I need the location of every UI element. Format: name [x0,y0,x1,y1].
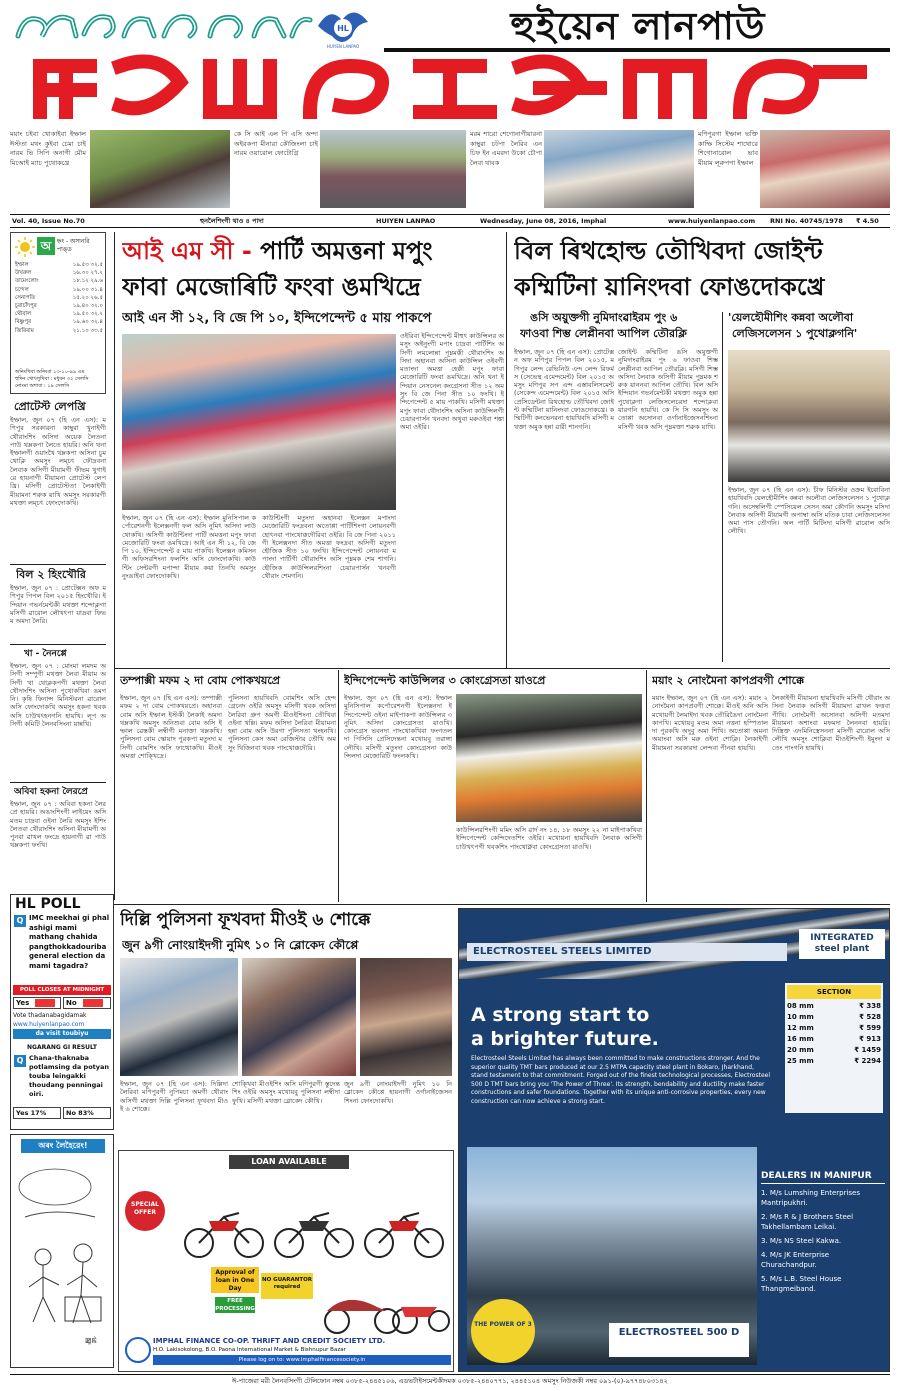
dealer-item: 2. M/s R & J Brothers Steel Takhellambam Leikai. [761,1213,854,1231]
main-title-logo [20,52,880,124]
abhiba-body: ইম্ফাল, জুন ০৭ : অবিবা হকনা লৈরপ্রে হায়রি। অঙাংশিংগী লাইয়েং অসি মতম চাদ্রবা ওইনা লৈরি অমসুং ইশিং লৈতবা থৌরাংশিং অসিনা মীয়ামগী অপুনবা ৱাখল ফংদ্রে হায়নাগী ৱা পাউ থম্লকপা ফংখি। [10,800,106,850]
weather-notes: অনিংখিবা অনিংবা ১৩-১০-৯৯ এম হুদিন খোৎলুখিবা : মধুবন ৩২ সেলসি নোংমা অশাবা : ১৯ সেলসি [15,369,89,389]
delhi-body-1: ইম্ফাল, জুন ০৭ (হি এন এস): দিল্লিদা লৈরিবা মণিপুরগী নুপিমচা অমগী থৌরাং অসিগী মথক্তা দিল্লি পুলিসনা ফূখবদা মীওই ৬ শোক্কে। [120,1080,228,1113]
loan-banner: LOAN AVAILABLE [229,1155,349,1169]
poll-result-no: No 83% [63,1107,111,1119]
bill-side-headline-1: 'য়েলহৌমীশিং কন্নবা অলৌবা [728,311,854,324]
steel-tagline-2: a brighter future. [471,1028,659,1050]
delhi-photo-van [120,958,238,1076]
finance-address: H.O. Lakisokolong, B.O. Paona International Market & Bishnupur Bazar [153,1347,346,1353]
delhi-photo-victim [242,958,356,1076]
price-row: 08 mm ₹ 338 [787,1002,881,1010]
website: www.huiyenlanpao.com [668,217,756,225]
top-strip-text-4: মণিপুরগা ইম্ফাল ভক্তি কাম্ফি সিস্টেম শাথোরে শিগোনারোল ভাব মীয়াম লূরুপগা ইম্ফাল [698,130,758,167]
divider [506,232,507,668]
weather-row: সেনাপতি ১৫.২০ ২৬.৫ [15,294,103,301]
weather-box [10,232,106,394]
divider [10,644,106,645]
poll-yes-option[interactable]: Yes [13,997,61,1009]
bill-subhead-1: ঙসি অয়ুক্তগী নুমিদাংৱাইরম পুং ৬ [530,311,678,324]
bill-body-col2: জোইন্ট কম্মিটিনা ঙসি অয়ুক্তগী নুমিদাংৱাইরম পুং ৬ ফাওবা শিম্ভ লেপ্লীনবা আপিল তৌরক্লি। মসিগী শিম্ভ অসিদা লৈবাক অসিগী মীয়াম পুম্নমক শরুক য়াননবা আপিল তৌখি। বিল অসি ইন্দিয়ান গভর্নমেন্টকী মথক্তা অমুক হন্না পুথোক্লগা লেজিসলেচরদা শন্দোক্লবা য়ারগনি হায়খি। কে সি সি অমসুং অতোপ্পা অসোনবা ওর্গানাইজেসনশিংনা মসিগী থবক অসি পূম্নমক্তা শরুক য়াখি। [618,348,718,431]
top-strip-photo-4 [760,130,890,208]
svg-text:ꯀꯨꯃꯥ: ꯀꯨꯃꯥ [85,1337,97,1345]
poll-q-badge: Q [14,915,26,927]
protest-body: ইম্ফাল, জুন ০৭ (হি এন এস): মণিপুর সরকারনা কাম্বুরা খুনাইগী থৌরাংশিং অসিদা অয়েক লৈতনা পাউ থম্লকপা লৈতে হায়রি। অনি থনা ইম্ফালগী ওয়াংখৈ থম্লকপা অসিনা চুমথোক্লি অমসুং লম্চৎ ফৌদ্রবনা লৈবাক অসিগী মীয়ামগী ফীভম থুগাইরে হায়নাগী মীয়ামনা প্রোটেস্ট লেপখ্রি। মসিগী প্রোটেস্টতা লৈকাইগী মীয়ামনা শরুক য়াখি অমসুং সরকারগী মথক্তা লম্চৎ ফোংদোকখি। [10,416,106,507]
bengali-title: হুইয়েন লানপাউ [510,4,766,48]
top-strip-photo-1 [90,130,230,208]
blast-body-1: ইম্ফাল, জুন ০৭ (হি এন এস): তম্পাক্সী মফম ২ দা বোম পোকখয়প্রে। অহানবা বোম অসি ইম্ফাল ইস্টকী লৈকাই অমদা থম্লকখি অমসুং অনিশুবা বোম অসি ইম্ফাল ৱেস্তকী লম্বীগী মনাক্তা থম্লকখি। পুলিসনা বোম স্কোয়াদ পুরকপা মতুংদা মসিগী বোমশিং অসি ফাত্থোকখি। মীওই অমত্তা শোক্খিদ্রে। [120,694,222,761]
hl-poll [10,894,114,1130]
power-of-three-badge: THE POWER OF 3 [471,1299,535,1363]
poll-question: IMC meekhai gi phal ashigi mami mathang chahida pangthokkadouriba general election da mami tagadra? [29,914,110,970]
issue-date: Wednesday, June 08, 2016, Imphal [480,217,607,225]
price-row: 10 mm ₹ 528 [787,1013,881,1021]
lead-body-col1: ওইরিবা ইন্দিপেন্দেন্ট মীহুৎ কাউন্সিলর অমসুং অইনুংগী মপাং চাদ্রবা পার্টিশিং অসিগী লমলোন্না পূম্নমক্কী থৌরাংশিং অসিদা অহানবা অসিনা কাউন্সিল ওইবগী মতাংদা অমত্তা হেক্কী মপুং ফাবা মেজোরিটি ফংবা ঙমখিদ্রে। অনি থনা ইন্দিয়ান নেসনেল কংগ্রেসনা সীত ১২ অমসুং বি জে পিনা সীত ১০ ফংখি। ইন্দিপেন্দেন্ট ৫ মায় পাকখি। মসিগী মথক্তা মপুং ফাবা থৌদাংশিং অসিনা কাউন্সিলগী চেয়ারপার্সন খনবদা অথুবা মরুওইবা শঙ্কা অমা ওইরি। [400,332,504,432]
middle-row [118,670,890,904]
mayang-body-2: লৈকাইগী মীয়ামনা হায়খিবদি মসিগী থৌরাং অসিনা লৈবাক অসিগী মীয়ামদা ৱাখল ফত্তবা পীখি। নোংমৈগী অসোনবা অসিগী মতমদা মীয়ামনা অশাংবা মফমদা লৈননবা হায়রি। দিস্ত্রিক্ত এদমিনিস্ত্রেসননা মসিগী ৱারোল অসি লৌখি অমসুং শোক্লিবা মীওইশিংগী ইমুংদা মতেং পাংগনি হায়খি। [772,694,890,752]
cartoon-box [10,1134,114,1368]
divider [646,670,647,902]
poll-no-option[interactable]: No [63,997,111,1009]
poll-q2-badge: Q [14,1055,26,1067]
weather-row: থৌবাল ১৯.৫০ ৩২.২ [15,311,103,318]
dealers-box [761,1169,885,1365]
lead-headline-2: ফাবা মেজোৰিটি ফংবা ঙমখিদ্রে [122,273,421,301]
cartoon-title: অৰং লৈহৈরেং! [21,1139,105,1153]
weather-row: জিরিবাম ২১.১০ ৩৩.৫ [15,327,103,334]
top-strip-photo-2 [320,130,466,208]
bill-headline-2: কম্মিটিনা য়ানিংদবা ফোঙদোকখ্রে [514,273,825,301]
blast-body-2: পুলিসনা হায়খিবদি বোমশিং অসি হেন্দ গ্রেনেদ ওইরি অমসুং মসিগী থবক অসিদা লৈরিবা গ্রুপ অমগী মীওইশিংনা তৌখিবা ওইনা খল্লি। মফম অসিদা লৈরিবা মীয়ামনা হন্না বোম অসি উরগা পুলিসতা খংহনখি। পুলিসনা কেস অমা রেজিস্টার তৌখি অমসুং থিজিনবা থবক পাংথোক্কদৌরি। [228,694,336,752]
weather-sun-icon [15,237,35,257]
finance-ad[interactable] [118,1150,454,1372]
top-strip-photo-3 [544,130,694,208]
divider [114,904,890,905]
product-badge: ELECTROSTEEL 500 D [609,1323,749,1357]
price-row: 20 mm ₹ 1459 [787,1046,881,1054]
price-table [785,983,883,1113]
lead-body-col3: কাউন্টিংগী মতুংদা অহানবা ইলেক্সন মপাংদা মেজোরিটি ফংদ্রবনা অতোপ্পা পার্টিশিংগা লোয়নবগী হোৎনবা পাংথোক্কদৌরিবা ওইরি। বি জে পিনা ২০১১ গী ইলেক্সনদা সীত অমত্তা ফংদ্রবা অসিগী মতুংদা হৌজিক সীত ১০ ফংখি। ইন্দিপেন্দেন্ট লোয়নবা মপাংদা পার্টিগী থৌরাংশিং অসি পূম্নমক শেম শাগনি। হৌজিক কাউন্সিলরশিংনা চেয়ারপার্সন খনবগী থৌরাং শেমগনি। [262,514,396,581]
poll-q2-text: Chana-thaknaba potlamsing da potyan touba leingakki thoudang penningai oiri. [29,1054,110,1098]
councillor-photo [456,694,642,822]
info-bar [10,214,890,228]
poll-visit-text: da visit toubiyu [13,1029,111,1039]
electrosteel-brand: ELECTROSTEEL STEELS LIMITED [467,943,787,961]
weather-row: বিষ্ণুপুর ১৯.৬০ ৩২.৪ [15,319,103,326]
price-table-rows [787,1001,881,1067]
delhi-headline-2: জুন ৯গী নোংয়াইদগী নুমিৎ ১০ নি ব্লোকেদ কৌপ্পে [122,938,359,952]
left-column-stories [10,398,106,892]
delhi-body-2: শোক্খিবা মীওইশিং অসি মণিপুরগী স্তুদেন্তশিং ওইরি অমসুং মখোয়বু পুলিসনা লম্বীদা ফুখি। মসিগী মথক্তা ব্লোকেদ কৌখি। [232,1080,340,1105]
bird-logo-icon [312,2,374,52]
delhi-headline-1: দিল্লি পুলিসনা ফূখবদা মীওই ৬ শোক্কে [120,910,371,930]
dealer-item: 4. M/s JK Enterprise Churachandpur. [761,1251,830,1269]
divider [10,782,106,783]
poll-closes: POLL CLOSES AT MIDNIGHT [13,985,111,995]
delhi-story [118,906,454,1146]
footer: ঈ-পাজেরা মরী লৈনবসিংগী টেলিফোন নম্বৰ ০৩৮৫-২৪৪৫১০৬, এডভর্টাইসমেন্টকীদমক ০৩৮৫-২৪৪০৭৭১, ২৪৪৫১০৪ অমসুং নিউজকী নম্বর ০৯১-(০)-৯৭৭৪৮০৩১৪২ [10,1374,890,1388]
blast-headline: তম্পাক্সী মফম ২ দা বোম পোকখয়প্রে [120,674,280,687]
top-strip-text-2: কে সি আই এল পি এসি অন্দা অইরকপা মীনারা কৌজিংলা চাইনারম ওয়ারোল ফোটোগ্রি [234,130,318,157]
price: ₹ 4.50 [856,217,879,225]
protest-headline: প্রোটেস্ট লেপখ্রি [14,400,86,413]
weather-row: ইম্ফাল ১৯.৫৩ ৩২.৫ [15,262,103,268]
bill2-headline: বিল ২ হিংখৌরি [16,568,86,581]
weather-table [15,261,103,335]
paper-name: HUIYEN LANPAO [376,217,436,225]
price-row: 16 mm ₹ 913 [787,1035,881,1043]
divider [114,232,115,900]
poll-vote-text: Vote thadanabagidamak [13,1012,87,1019]
top-strip-text-3: মরম শারো শেগোনাগীয়ারনা কাম্বুরা চটপা লৈরিব এন চিফ ইন এমরদা উকো চৌপা লৈবা থাবক [470,130,542,167]
kha-body: ইম্ফাল, জুন ০৭ : মোংমা লমদম অসিগী সম্পুগী মথক্তা লৈবা মীয়াম অসিগী খা থোক্লকপগী মথক্তা লৈবা থৌদাংশিং অসিনা পুথোকখিবা ঙমগনি। কৃষি ফিনান্স মিনিস্টরনা ৱারোল অসি ফোংদোকখি অমসুং হকনা থবক অসি চাউখৎহনগনি হায়খি। লূপ অসিগী কমিটি লৈনবসিংনা য়ান্নখি। [10,662,106,729]
divider [10,564,106,565]
bill-body-col1: ইম্ফাল, জুন ০৭ (হি এন এস): প্রোটেক্সন অফ মণিপুর পিপল বিল ২০১৫, মণিপুর লেন্দ রেভিনিউ এন্দ লেন্দ রিফর্মস (সেভেন্থ এমেন্দমেন্ট) বিল ২০১৫ অমসুং মণিপুর সপ এন্দ এস্তাবলিসমেন্ট (সেকেন্দ এমেন্দমেন্ট) বিল ২০১৫ অসি প্রেসিডেন্টনা রিথহোল্ড তৌখিবদা জোইন্ট কম্মিটিনা য়ানিংদবা ফোঙদোকখ্রে। কম্মিটিগী কনভেনরনা হায়খিবদি মসিগী মথক্তা অমুক হন্না ৱারী শানগনি। [514,348,614,431]
weather-row: চুরাচাঁদপুর ১৯.৪০ ৩২.০ [15,303,103,310]
top-strip [10,126,890,211]
delhi-photo-injured [360,958,452,1076]
masthead [0,0,900,125]
abhiba-headline: অবিবা হকনা লৈরপ্রে [14,787,88,797]
bill-headline-1: বিল ৰিথহোল্ড তৌখিবদা জোইন্ট [514,237,823,265]
free-processing-badge: FREE PROCESSING [215,1298,255,1312]
one-day-badge: Approval of loan in One Day [211,1267,259,1293]
weather-row: উখরুল ১৬.৩০ ২৭.২ [15,270,103,277]
poll-result-yes: Yes 17% [13,1107,61,1119]
integrated-badge: INTEGRATED steel plant [799,929,885,959]
price-row: 25 mm ₹ 2294 [787,1057,881,1065]
society-logo-icon [125,1337,151,1363]
rni-number: RNI No. 40745/1978 [770,217,843,225]
bill2-body: ইম্ফাল, জুন ০৭ : প্রোটেক্সন অফ মণিপুর পিপল বিল ২০১৫ হিংখৌরি। ইন্দিয়ান গভর্নমেন্টকী মথক্তা শন্দোক্লগা মসিগী ৱারোল লৌখৎপা য়াদ্রবা ফিভম অমদা লৈরি। [10,584,106,626]
svg-text:HL: HL [337,24,349,33]
special-offer-badge: SPECIAL OFFER [125,1191,165,1231]
scooter-illustration [317,1277,451,1337]
steel-tagline-1: A strong start to [471,1004,650,1026]
poll-result-title: NGARANG GI RESULT [27,1044,97,1051]
councillor-body-2: কাউন্সিলরশিংগী মমিং অসি ৱার্দ নং ১৪, ১৮ অমসুং ২২ না মাইপাকখিবা ইন্দিপেন্দেন্ট কেন্দিদেতশিং ওইরি। মখোয়না হায়খিবদি লৈবাক অসিগী চাউখৎপগী থবকশিং পাংথোক্নবা কোংগ্রেসতা য়াওখি। [456,826,642,851]
weather-badge: অ [37,237,55,255]
mayang-headline: ময়াং ২ নোংমৈনা কাপপ্রবগী শোক্কে [652,674,805,687]
poll-title: HL POLL [11,895,113,913]
councillor-body: ইম্ফাল, জুন ০৭ (হি এন এস): ইম্ফাল মুনিসিপাল কর্পোরেশনগী ইলেক্সনদা ইন্দিপেন্দেন্ট ওইনা মাইপাকপা কাউন্সিলর ৩ নুমিৎ অসিদা কোংগ্রেসতা য়াওখি। কোংগ্রেস ভবনদা পাংথোকখিবা ফংগতলদা পিসিসি প্রেসিদেন্তনা মখোয়বু তরাঙ্গা লৌখি। মসিগী মতুংদা কোংগ্রেসনা কাউন্সিলদা মেজোরিটি ফংলকখি। [344,694,452,761]
dealers-title: DEALERS IN MANIPUR [761,1169,885,1184]
bird-logo-label: HUIYEN LANPAO [326,44,360,49]
kha-headline: খা - নৈনপ্পে [24,649,67,659]
weather-row: তামেংলোং ১৮.১২ ২৯.৬ [15,278,103,285]
cartoon-drawing [15,1157,111,1357]
lead-body-col2: ইম্ফাল, জুন ০৭ (হি এন এস): ইম্ফাল মুনিসিপাল কর্পোরেশনগী ইলেক্সনগী ফল অসি নুমিৎ অসিদা লাউথোকখি। অসিগী কাউন্টিংদা পার্টি অমত্তনা মপুং ফাবা মেজোরিটি ফংবা ঙমখিদ্রে। আই এন সী ১২, বি জে পি ১০, ইন্দিপেন্দেন্ট ৫ মায় পাকখি। ইলেক্সন কমিসনগী অফিসরশিংনা ফলশিং অসি ফোংদোকখি। কাউন্টিং সেন্টরগী মপান্দা মীয়াম কয়া তিনখি অমসুং নুংঙাইবা ফোংদোকখি। [122,514,256,581]
bill-side-headline-2: লেজিসলেসন ১ পুথোক্লগনি' [732,327,858,340]
divider [338,670,339,902]
lead-photo-celebration [122,334,396,510]
dealer-item: 5. M/s L.B. Steel House Thangmeiband. [761,1275,842,1293]
dealer-item: 1. M/s Lumshing Enterprises Mantripukhri. [761,1189,860,1207]
divider [722,312,723,662]
dealer-item: 3. M/s NS Steel Kakwa. [761,1237,842,1245]
price-table-head: SECTION [787,985,881,999]
finance-company: IMPHAL FINANCE CO-OP. THRIFT AND CREDIT SOCIETY LTD. [153,1337,386,1345]
weather-title: হ্নং - অসানরি পাঙ্ড [57,238,90,253]
brand-script-logo [14,6,314,46]
councillor-headline: ইন্দিপেন্দেন্ট কাউন্সিলর ৩ কোংগ্রেসতা য়াওপ্রে [344,674,546,687]
bill-body-col3: ইম্ফাল, জুন ০৭ (হি এন এস): চীফ মিনিস্টর ওক্রম ইবোবিনা হায়খিবদি য়েলহৌমীশিং কন্নবা অলৌবা লেজিসলেসন ১ পুথোক্লগনি। অসেম্বলিগী স্পেসিয়েল সেসন অমা কৌগনি অমসুং মসিদা লৈবাক অসিগী মীয়ামগী অপাম্বা অসি মতিক চাবা লেজিসলেসন অমা পাস তৌগনি। অল পার্টি মিটিংদা মসিগী ৱারোল অসি লৌখি। [728,486,890,536]
guarantor-badge: NO GUARANTOR required [261,1273,313,1299]
lead-subheadline: আই এন সী ১২, বি জে পি ১০, ইন্দিপেন্দেন্ট ৫ মায় পাকপে [122,311,432,326]
pages-info: হুনলৈশিংগী থাও ৪ পাদা [200,217,264,225]
bill-story [510,232,890,668]
divider [114,668,890,669]
lead-story [118,232,504,668]
top-strip-text-1: ময়াং চইবা খোকাইবা ইম্ফাল ঈস্টতা মথং কুইবা চেমা চাইনারম ভি সিপি অনাগী মৌম মিঅোই ম্যাচ পুথোকখ্রে [10,130,86,167]
delhi-body-3: জুন ৯গী নোংয়াইদগী নুমিৎ ১০ নি ব্লোকেদ কৌপ্পে হায়নাগী ওর্গানাইজেসনশিংনা ফোংদোকখি। [344,1080,452,1105]
steel-body: Electrosteel Steels Limited has always been committed to make constructions stronger. And the superior quality TMT bars produced at our 2.5 MTPA capacity steel plant in Bokaro, Jharkhand, stand testament to that commitment. Forged out of the finest technological processes, Electrosteel 500 D TMT bars bring you 'The Power of Three'. Its strength, bendability and ductility make faster constructions and safer foundations. Together with its unique anti-corrosive properties, every new construction can now achieve a strong start. [471,1055,771,1105]
electrosteel-ad[interactable] [458,908,890,1372]
volume-issue: Vol. 40, Issue No.70 [12,217,85,225]
mayang-body-1: ময়াং ইম্ফাল, জুন ০৭ (হি এন এস): ময়াং ২ নোংমৈনা কাপপ্রবগী শোক্কে। মীওই অনি অসি মখোয়গী লৈমাইদা থবক তৌরিঙৈদা নোংমৈনা কাপখি। মখোয়বু মতম অমা নত্তনা হস্পিতালদা পুরকখি অদুবু অমা শিখি। অতোপ্পা অমনা অয়াংবা অসি মরু ওইনা শোক্লি। লৈকাইগী মীয়ামনা সরকারদা লেন্দবা পীনবা হায়খি। [652,694,768,752]
price-row: 12 mm ₹ 599 [787,1024,881,1032]
bill-photo-meeting [728,350,890,482]
weather-row: চন্দেল ১৯.০০ ৩১.৪ [15,286,103,293]
finance-web[interactable]: Please log on to: www.imphalfinancesociety.in [153,1355,451,1365]
lead-headline-1: আই এম সী - পাৰ্টি অমত্তনা মপুং [122,237,433,265]
bill-subhead-2: ফাওবা শিম্ভ লেপ্লীনবা আপিল তৌরক্লি [520,327,687,340]
poll-url-link[interactable]: www.huiyenlanpao.com [13,1021,85,1028]
